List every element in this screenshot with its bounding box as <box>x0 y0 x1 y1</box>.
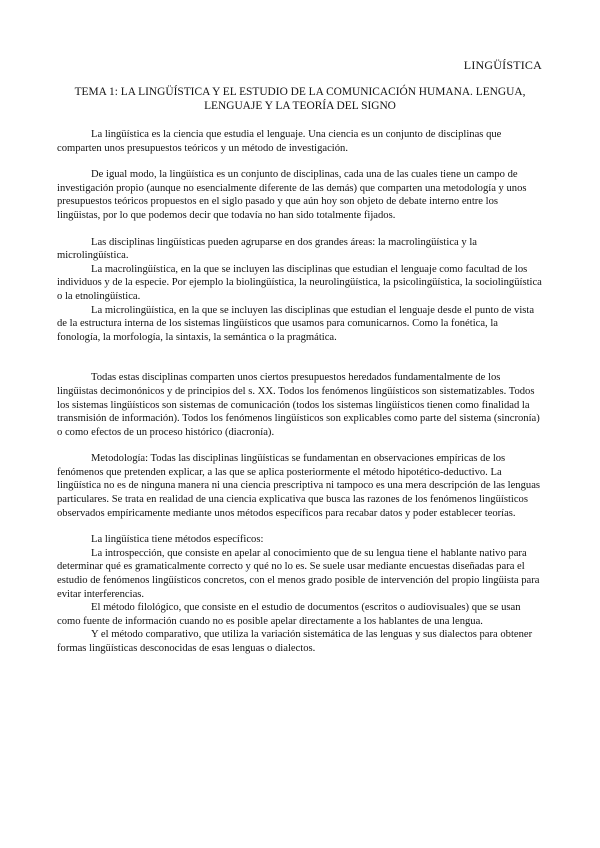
paragraph-introspection: La introspección, que consiste en apelar al conocimiento que de su lengua tiene el hablante nativo para determinar qué es gramaticalmente correcto y qué no lo es. Se suele usar mediante encuestas diseñadas para el estudio de fenómenos lingüísticos concretos, con el menos grado posible de intervención del propio lingüista para evitar interferencias. <box>57 547 540 600</box>
paragraph-methodology: Metodología: Todas las disciplinas lingüísticas se fundamentan en observaciones empíricas de los fenómenos que pretenden explicar, a las que se aplica posteriormente el método hipotético-deductivo. La lingüística no es de ninguna manera ni una ciencia prescriptiva ni tampoco es una mera descripción de las lenguas particulares. Se trata en realidad de una ciencia explicativa que busca las razones de los fenómenos lingüísticos observados empíricamente mediante unos métodos específicos para recabar datos y poder establecer teorías. <box>57 453 541 519</box>
paragraph-macrolinguistics: La macrolingüística, en la que se incluyen las disciplinas que estudian el lenguaje como facultad de los individuos y de la especie. Por ejemplo la biolingüística, la neurolingüística, la psicolingüística, la sociolingüística o la etnolingüística. <box>57 263 542 302</box>
paragraph-definition: La lingüística es la ciencia que estudia el lenguaje. Una ciencia es un conjunto de disciplinas que comparten unos presupuestos teóricos y un método de investigación. <box>57 129 502 154</box>
paragraph-comparative: Y el método comparativo, que utiliza la variación sistemática de las lenguas y sus dialectos para obtener formas lingüísticas desconocidas de esas lenguas o dialectos. <box>57 629 533 654</box>
running-header: LINGÜÍSTICA <box>463 58 542 72</box>
paragraph-methods-intro: La lingüística tiene métodos específicos: <box>91 534 264 546</box>
paragraph-microlinguistics: La microlingüística, en la que se incluyen las disciplinas que estudian el lenguaje desde el punto de vista de la estructura interna de los sistemas lingüísticos que usamos para comunicarnos. Como la fonética, la fonología, la morfología, la sintaxis, la semántica o la pragmática. <box>57 304 535 343</box>
paragraph-philological: El método filológico, que consiste en el estudio de documentos (escritos o audiovisuales) que se usan como fuente de información cuando no es posible apelar directamente a los hablantes de una lengua. <box>57 602 521 627</box>
document-body <box>57 128 543 656</box>
document-title: TEMA 1: LA LINGÜÍSTICA Y EL ESTUDIO DE LA COMUNICACIÓN HUMANA. LENGUA, LENGUAJE Y LA TEORÍA DEL SIGNO <box>74 86 526 112</box>
paragraph-areas: Las disciplinas lingüísticas pueden agruparse en dos grandes áreas: la macrolingüística y la microlingüística. <box>57 236 477 262</box>
paragraph-presuppositions: Todas estas disciplinas comparten unos ciertos presupuestos heredados fundamentalmente de los lingüistas decimonónicos y de principios del s. XX. Todos los fenómenos lingüísticos son sistematizables. Todos los sistemas lingüísticos son sistemas de comunicación (todos los sistemas lingüísticos tienen como finalidad la transmisión de información). Todos los fenómenos lingüísticos son explicables como parte del sistema (sincronía) o como efectos de un proceso histórico (diacronía). <box>57 372 540 438</box>
paragraph-disciplines: De igual modo, la lingüística es un conjunto de disciplinas, cada una de las cuales tiene un campo de investigación propio (aunque no esencialmente diferente de las demás) que comparten una metodología y unos presupuestos teóricos propuestos en el siglo pasado y que aún hoy son objeto de debate interno entre los lingüistas, por lo que podemos decir que todavía no han sido totalmente fijados. <box>57 169 527 221</box>
